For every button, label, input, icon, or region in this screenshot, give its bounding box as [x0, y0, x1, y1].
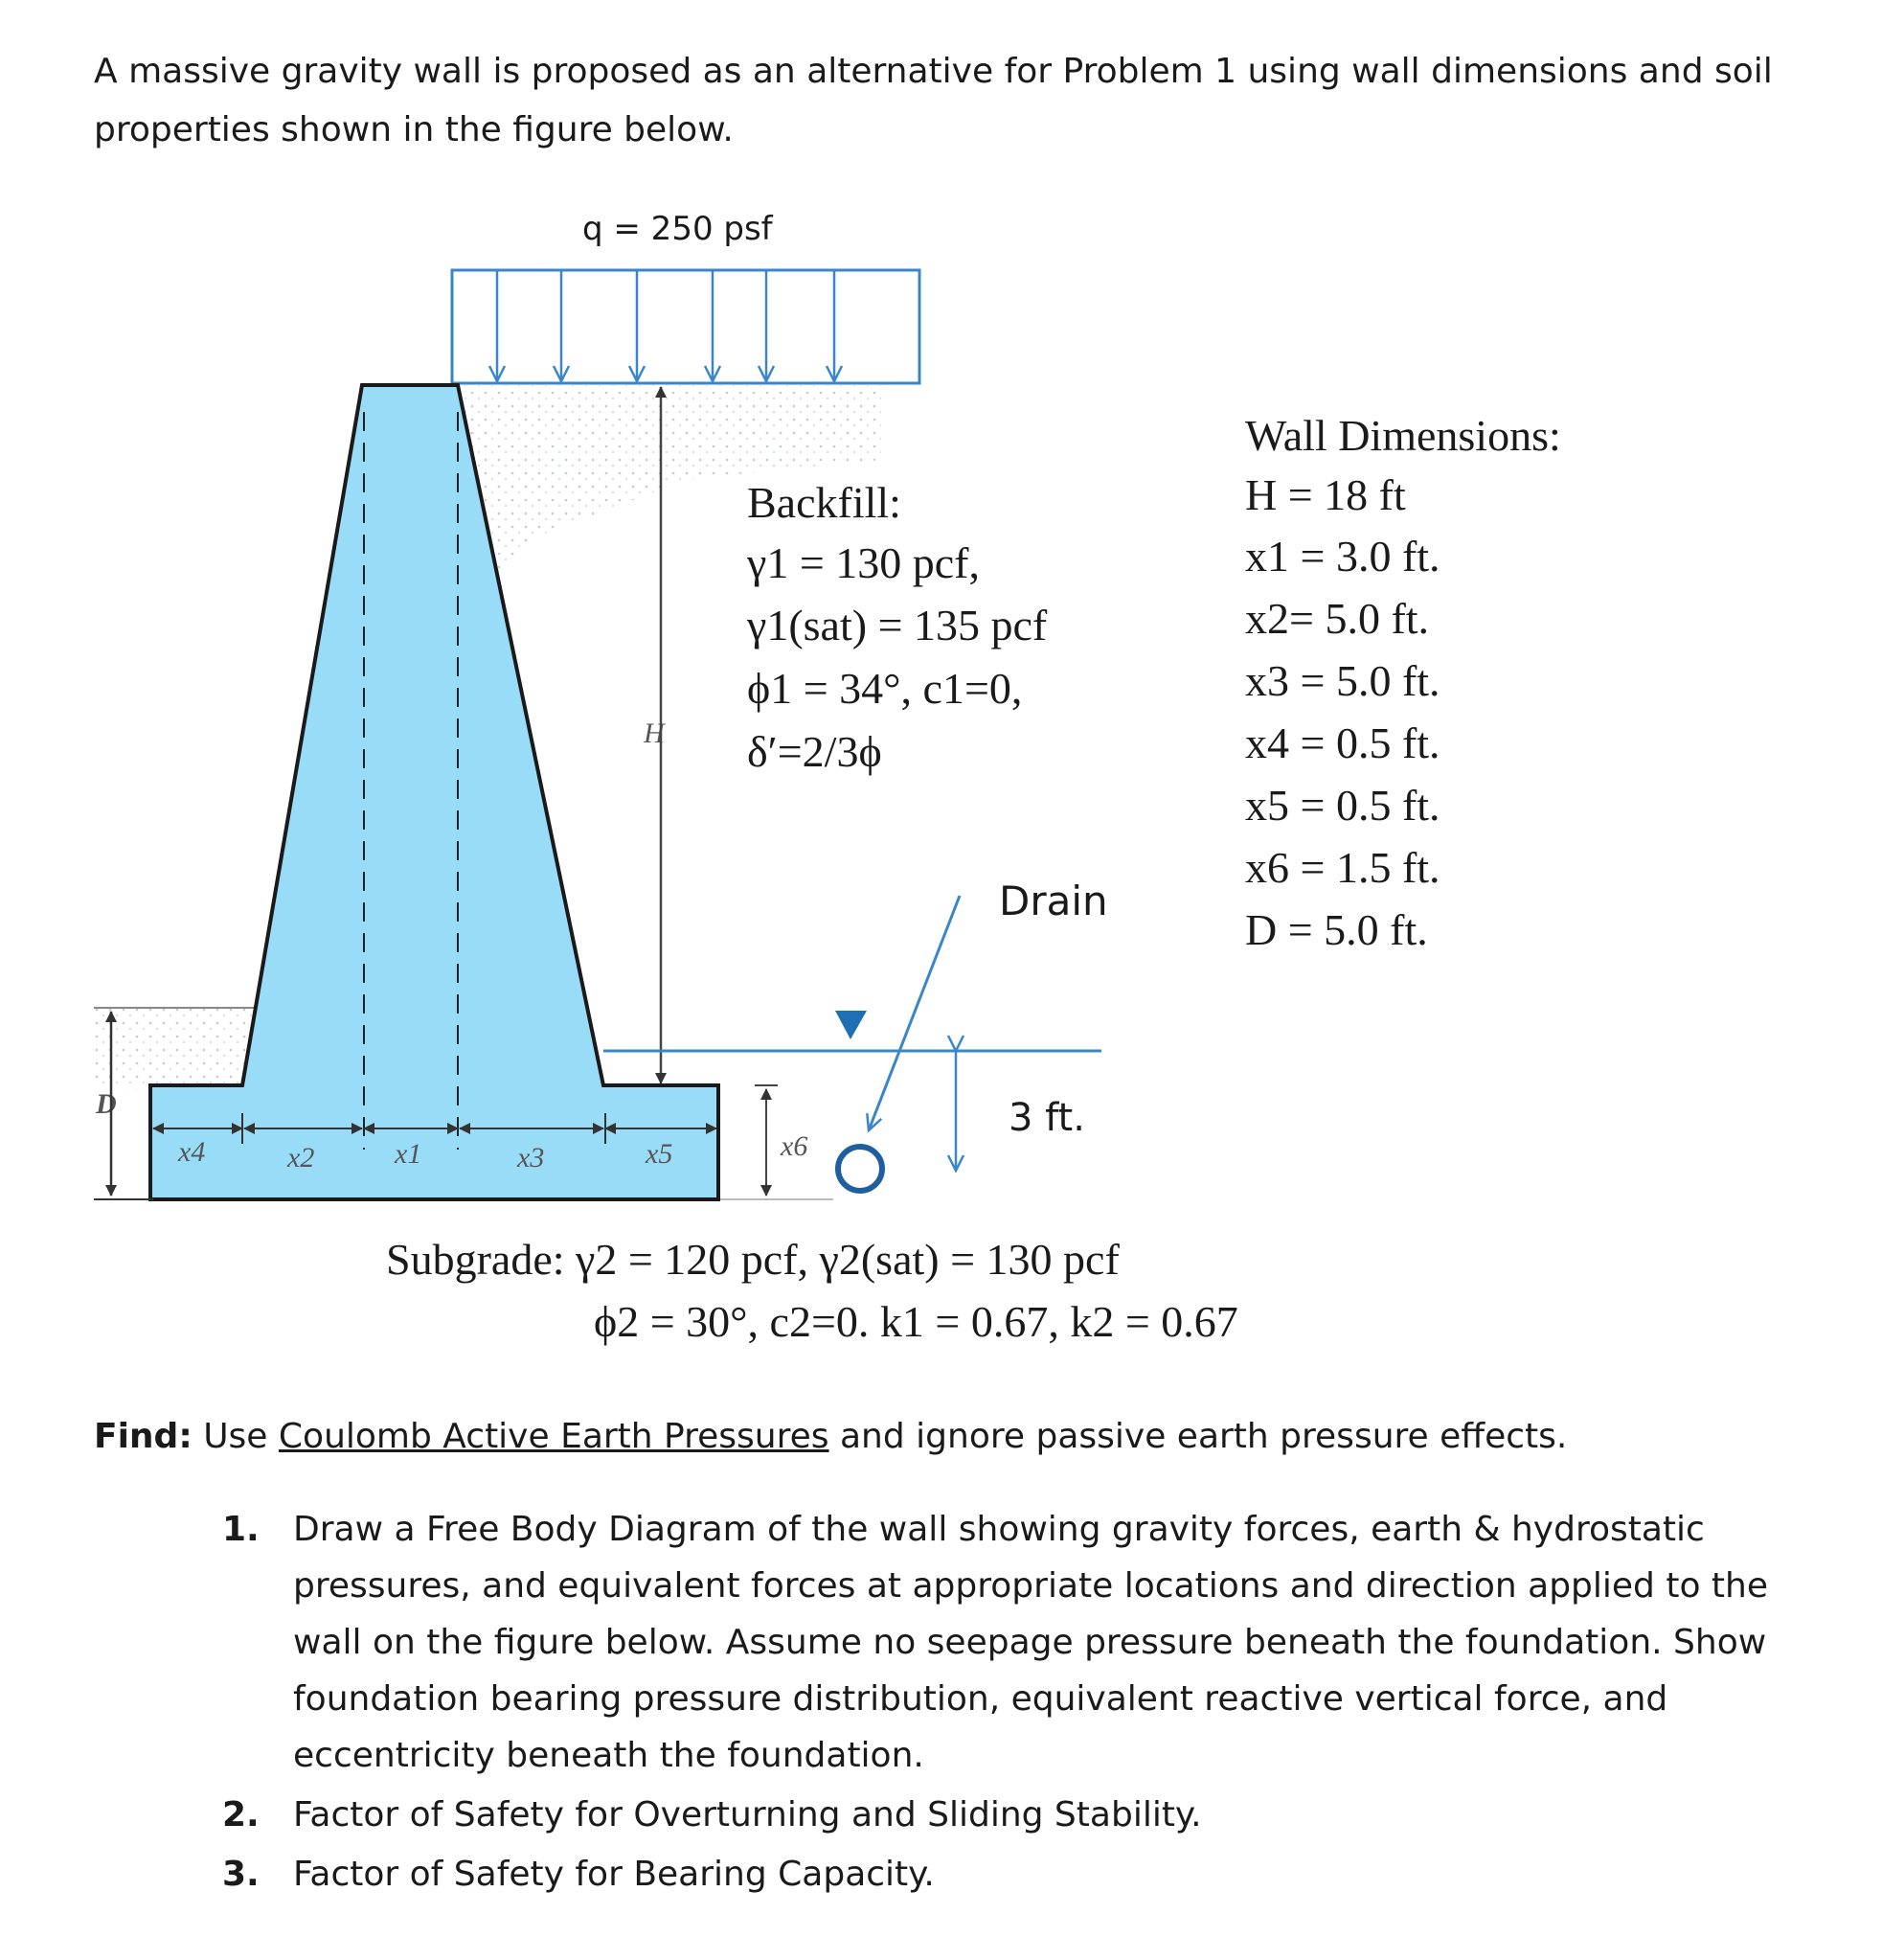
task-text: Factor of Safety for Overturning and Sliding Stability. [293, 1795, 1202, 1835]
x4-label: x4 [178, 1136, 206, 1168]
task-text: Draw a Free Body Diagram of the wall showing gravity forces, earth & hydrostatic pressures, and equivalent forces at appropriate locations and direction applied to the wall on the figure below. Assume no seepage pressure beneath the foundation. Show foundation bearing pressure distribution, equivalent reactive vertical force, and eccentricity beneath the foundation. [293, 1510, 1769, 1775]
drain-label: Drain [999, 877, 1108, 924]
drain-pipe [838, 1147, 882, 1191]
task-item [222, 1501, 1831, 1784]
find-suffix: and ignore passive earth pressure effects. [840, 1417, 1568, 1456]
wall-dimensions-title: Wall Dimensions: [1245, 411, 1561, 460]
backfill-delta: δ′=2/3ϕ [747, 727, 882, 776]
x6-label: x6 [781, 1130, 808, 1162]
water-depth-label: 3 ft. [1009, 1096, 1085, 1140]
surcharge-arrows [497, 270, 834, 381]
H-label: H [644, 718, 665, 749]
wall-dim-x3: x3 = 5.0 ft. [1245, 656, 1440, 705]
task-item [222, 1787, 1831, 1843]
wall-dim-D: D = 5.0 ft. [1245, 905, 1428, 954]
task-list [222, 1501, 1831, 1905]
task-number: 1. [222, 1510, 260, 1549]
task-number: 3. [222, 1855, 260, 1894]
coulomb-link[interactable]: Coulomb Active Earth Pressures [278, 1417, 829, 1456]
x2-label: x2 [287, 1142, 315, 1174]
x1-label: x1 [395, 1138, 422, 1170]
surcharge-label: q = 250 psf [582, 210, 773, 248]
backfill-title: Backfill: [747, 478, 901, 527]
x3-label: x3 [517, 1142, 545, 1174]
find-statement [94, 1408, 1837, 1466]
task-item [222, 1846, 1831, 1903]
wall-dim-x4: x4 = 0.5 ft. [1245, 718, 1440, 767]
find-prefix: Use [203, 1417, 268, 1456]
wall-dim-x6: x6 = 1.5 ft. [1245, 843, 1440, 892]
subgrade-line1: Subgrade: γ2 = 120 pcf, γ2(sat) = 130 pcf [386, 1235, 1120, 1284]
find-label: Find: [94, 1417, 193, 1456]
wall-dim-x2: x2= 5.0 ft. [1245, 594, 1430, 643]
task-number: 2. [222, 1795, 260, 1835]
backfill-gamma1: γ1 = 130 pcf, [747, 538, 981, 587]
intro-paragraph: A massive gravity wall is proposed as an alternative for Problem 1 using wall dimensions and soil properties shown in the figure below. [94, 52, 1773, 149]
task-text: Factor of Safety for Bearing Capacity. [293, 1855, 935, 1894]
wall-dim-x1: x1 = 3.0 ft. [1245, 532, 1440, 581]
wall-dim-x5: x5 = 0.5 ft. [1245, 781, 1440, 830]
backfill-gamma1-sat: γ1(sat) = 135 pcf [747, 601, 1048, 650]
drain-leader-line [869, 896, 960, 1130]
toe-soil [94, 1008, 252, 1089]
wall-dim-H: H = 18 ft [1245, 470, 1406, 519]
subgrade-line2: ϕ2 = 30°, c2=0. k1 = 0.67, k2 = 0.67 [594, 1297, 1238, 1346]
water-table-marker [835, 1011, 867, 1039]
D-label: D [96, 1088, 117, 1120]
surcharge-box [452, 270, 919, 383]
backfill-phi1-c1: ϕ1 = 34°, c1=0, [747, 664, 1023, 713]
x5-label: x5 [646, 1138, 673, 1170]
